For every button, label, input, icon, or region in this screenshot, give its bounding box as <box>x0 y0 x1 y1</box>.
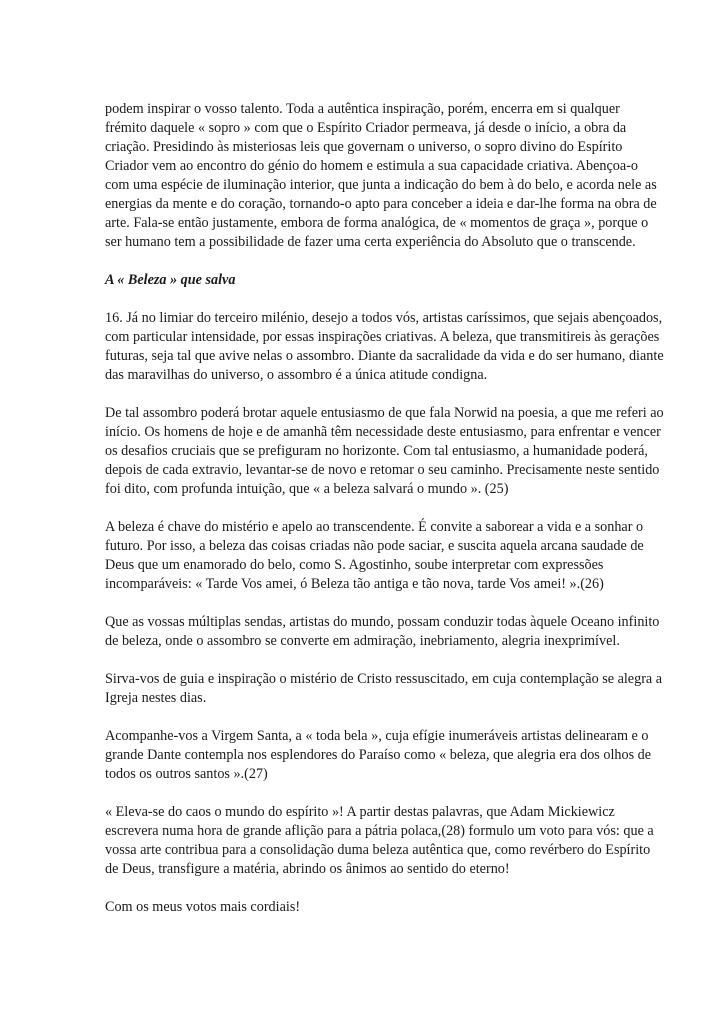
paragraph-beleza-chave: A beleza é chave do mistério e apelo ao transcendente. É convite a saborear a vida e a sonhar o futuro. Por isso, a beleza das coisas criadas não pode saciar, e suscita aquela arcana saudade de Deus que um enamorado do belo, como S. Agostinho, soube interpretar com expressões incomparáveis: « Tarde Vos amei, ó Beleza tão antiga e tão nova, tarde Vos amei! ».(26) <box>105 519 644 592</box>
paragraph-16: 16. Já no limiar do terceiro milénio, desejo a todos vós, artistas caríssimos, que sejais abençoados, com particular intensidade, por essas inspirações criativas. A beleza, que transmitireis às gerações futuras, seja tal que avive nelas o assombro. Diante da sacralidade da vida e do ser humano, diante das maravilhas do universo, o assombro é a única atitude condigna. <box>105 310 664 383</box>
paragraph-inspiration: podem inspirar o vosso talento. Toda a autêntica inspiração, porém, encerra em si qualquer frémito daquele « sopro » com que o Espírito Criador permeava, já desde o início, a obra da criação. Presidindo às misteriosas leis que governam o universo, o sopro divino do Espírito Criador vem ao encontro do génio do homem e estimula a sua capacidade criativa. Abençoa-o com uma espécie de iluminação interior, que junta a indicação do bem à do belo, e acorda nele as energias da mente e do coração, tornando-o apto para conceber a ideia e dar-lhe forma na obra de arte. Fala-se então justamente, embora de forma analógica, de « momentos de graça », porque o ser humano tem a possibilidade de fazer uma certa experiência do Absoluto que o transcende. <box>105 101 657 250</box>
document-page <box>105 100 665 936</box>
paragraph-caos: « Eleva-se do caos o mundo do espírito »! A partir destas palavras, que Adam Mickiewicz escrevera numa hora de grande aflição para a pátria polaca,(28) formulo um voto para vós: que a vossa arte contribua para a consolidação duma beleza autêntica que, como revérbero do Espírito de Deus, transfigure a matéria, abrindo os ânimos ao sentido do eterno! <box>105 804 654 877</box>
paragraph-sendas: Que as vossas múltiplas sendas, artistas do mundo, possam conduzir todas àquele Oceano infinito de beleza, onde o assombro se converte em admiração, inebriamento, alegria inexprimível. <box>105 614 660 649</box>
section-heading: A « Beleza » que salva <box>105 272 236 288</box>
paragraph-assombro: De tal assombro poderá brotar aquele entusiasmo de que fala Norwid na poesia, a que me referi ao início. Os homens de hoje e de amanhã têm necessidade deste entusiasmo, para enfrentar e vencer os desafios cruciais que se prefiguram no horizonte. Com tal entusiasmo, a humanidade poderá, depois de cada extravio, levantar-se de novo e retomar o seu caminho. Precisamente neste sentido foi dito, com profunda intuição, que « a beleza salvará o mundo ». (25) <box>105 405 664 497</box>
paragraph-votos: Com os meus votos mais cordiais! <box>105 899 301 915</box>
paragraph-cristo: Sirva-vos de guia e inspiração o mistério de Cristo ressuscitado, em cuja contemplação se alegra a Igreja nestes dias. <box>105 671 663 706</box>
paragraph-virgem: Acompanhe-vos a Virgem Santa, a « toda bela », cuja efígie inumeráveis artistas delinearam e o grande Dante contempla nos esplendores do Paraíso como « beleza, que alegria era dos olhos de todos os outros santos ».(27) <box>105 728 652 782</box>
